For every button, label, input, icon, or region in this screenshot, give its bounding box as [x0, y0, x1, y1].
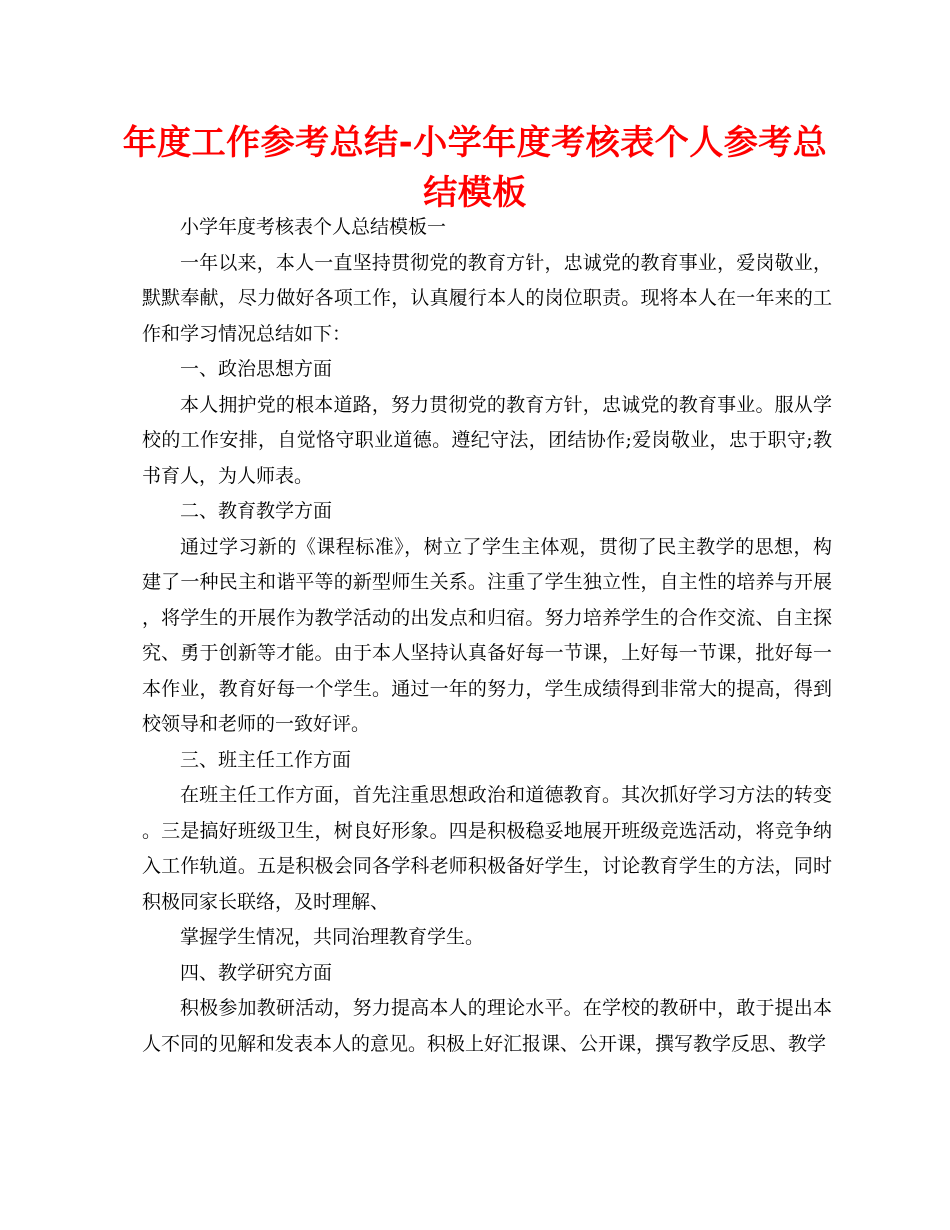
paragraph: 通过学习新的《课程标准》，树立了学生主体观，贯彻了民主教学的思想，构建了一种民主和谐平等的新型师生关系。注重了学生独立性，自主性的培养与开展，将学生的开展作为教学活动的出发点和归宿。努力培养学生的合作交流、自主探究、勇于创新等才能。由于本人坚持认真备好每一节课，上好每一节课，批好每一本作业，教育好每一个学生。通过一年的努力，学生成绩得到非常大的提高，得到校领导和老师的一致好评。: [142, 535, 832, 735]
section-heading: 小学年度考核表个人总结模板一: [180, 216, 447, 238]
paragraph: 本人拥护党的根本道路，努力贯彻党的教育方针，忠诚党的教育事业。服从学校的工作安排，自觉恪守职业道德。遵纪守法，团结协作;爱岗敬业，忠于职守;教书育人，为人师表。: [142, 393, 832, 487]
paragraph: 在班主任工作方面，首先注重思想政治和道德教育。其次抓好学习方法的转变。三是搞好班级卫生，树良好形象。四是积极稳妥地展开班级竞选活动，将竞争纳入工作轨道。五是积极会同各学科老师积极备好学生，讨论教育学生的方法，同时积极同家长联络，及时理解、: [142, 784, 832, 913]
paragraph: 积极参加教研活动，努力提高本人的理论水平。在学校的教研中，敢于提出本人不同的见解和发表本人的意见。积极上好汇报课、公开课，撰写教学反思、教学: [142, 997, 832, 1055]
document-body: [142, 210, 832, 1062]
paragraph: 掌握学生情况，共同治理教育学生。: [180, 926, 485, 948]
paragraph: 一年以来，本人一直坚持贯彻党的教育方针，忠诚党的教育事业，爱岗敬业，默默奉献，尽力做好各项工作，认真履行本人的岗位职责。现将本人在一年来的工作和学习情况总结如下：: [142, 251, 832, 345]
section-heading: 一、政治思想方面: [180, 358, 333, 380]
section-heading: 四、教学研究方面: [180, 961, 333, 984]
document-title: 年度工作参考总结-小学年度考核表个人参考总结模板: [122, 123, 828, 213]
section-heading: 二、教育教学方面: [180, 500, 333, 522]
section-heading: 三、班主任工作方面: [180, 748, 352, 771]
